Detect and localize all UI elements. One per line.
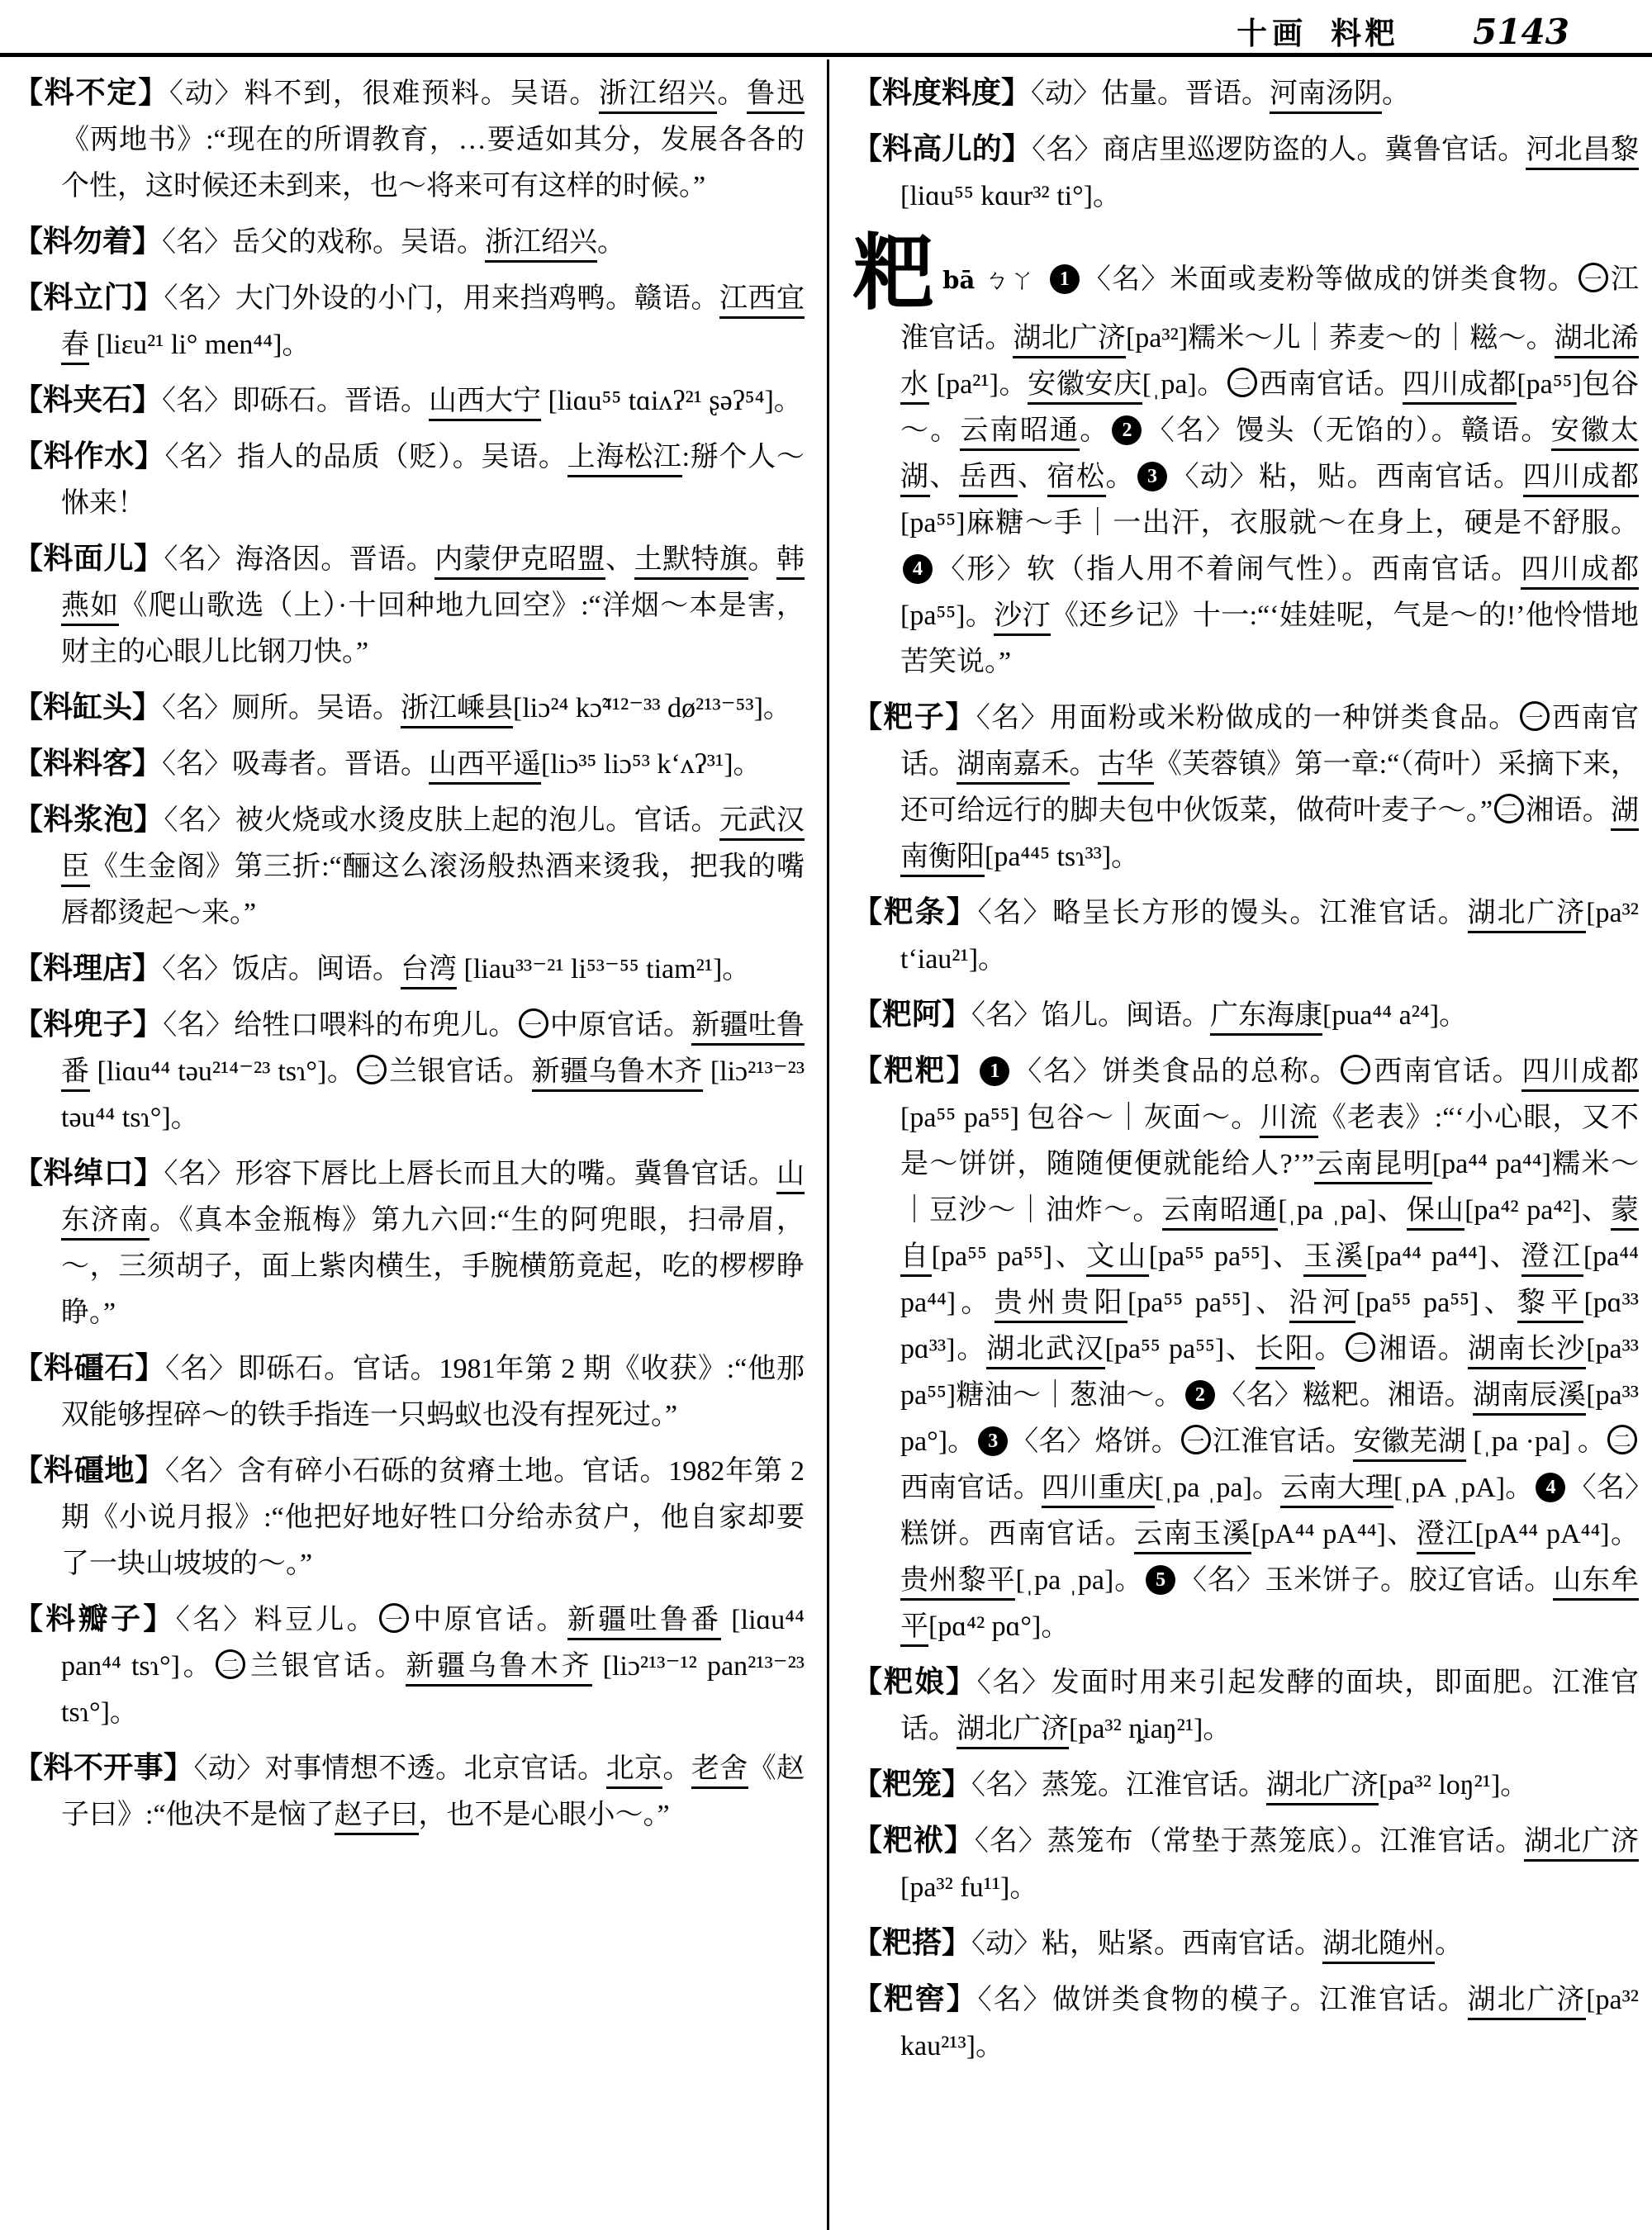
page-number: 5143	[1473, 12, 1569, 52]
entry-text-segment: 广东海康	[1210, 1000, 1322, 1036]
sense-number-marker: 2	[1185, 1380, 1215, 1410]
entry-text-segment: 四川成都	[1521, 1056, 1639, 1092]
entry-text-segment: 《芙蓉镇》第一章:“（荷叶）采摘下来，还可给远行的脚夫包中伙饭菜，做荷叶麦子～。”	[900, 749, 1640, 826]
entry-text-segment: [ˌpa]。	[1142, 369, 1227, 400]
sense-number-marker: 4	[903, 554, 933, 584]
entry-text-segment: 《赵子曰》:“他决不是恼了	[61, 1753, 805, 1830]
entry-text-segment: 长阳	[1256, 1334, 1315, 1369]
entry-text-segment: 〈名〉米面或麦粉等做成的饼类食物。	[1081, 264, 1577, 295]
entry-text-segment: [liɛu²¹ li° men⁴⁴]。	[89, 330, 311, 360]
dictionary-entry	[13, 433, 805, 527]
dictionary-entry	[13, 218, 805, 266]
entry-text-segment: 澄江	[1417, 1519, 1475, 1554]
entry-text-segment: [pa⁵⁵ pa⁵⁵] 包谷～｜灰面～。	[900, 1103, 1260, 1133]
entry-text-segment: [pa⁵⁵]包谷～。	[900, 369, 1640, 446]
entry-text-segment: 蒙自	[900, 1195, 1639, 1277]
entry-text-segment: 湖北广济	[1468, 898, 1587, 933]
entry-text-segment: 西南官话。	[1372, 1056, 1522, 1087]
entry-text-segment: 。	[1382, 78, 1411, 109]
dictionary-entry	[13, 684, 805, 732]
entry-text-segment: 〈名〉糍粑。湘语。	[1217, 1380, 1473, 1411]
dictionary-entry	[13, 274, 805, 368]
entry-text-segment: [pa⁵⁵]。	[900, 600, 995, 631]
entry-text-segment: [liɑu⁵⁵ tɑiʌʔ²¹ ʂəʔ⁵⁴]。	[541, 386, 802, 416]
entry-headword: 【料兜子】	[13, 1008, 164, 1041]
entry-text-segment: [pa⁴⁴ pa⁴⁴]。	[900, 1241, 1639, 1318]
entry-text-segment: 古华	[1098, 749, 1154, 785]
entry-text-segment: 中原官话。	[410, 1605, 567, 1635]
entry-text-segment: [ˌpa ·pa] 。	[1465, 1426, 1607, 1457]
entry-text-segment: 湖北广济	[1468, 1985, 1587, 2020]
entry-text-segment: 沙汀	[994, 600, 1051, 636]
entry-text-segment: 西南官话。	[1259, 369, 1403, 400]
column-divider	[827, 59, 829, 2230]
entry-text-segment: 新疆吐鲁番	[567, 1605, 722, 1640]
entry-text-segment: 湖北广济	[1013, 323, 1125, 358]
entry-headword: 【料勿着】	[13, 225, 163, 258]
entry-text-segment: [pa⁵⁵]麻糖～手｜一出汗，衣服就～在身上，硬是不舒服。	[900, 508, 1639, 539]
entry-text-segment: 新疆乌鲁木齐	[532, 1056, 703, 1092]
subsense-circle-marker: 二	[357, 1055, 387, 1084]
entry-text-segment: 《两地书》:“现在的所谓教育，…要适如其分，发展各各的个性，这时候还未到来，也～将来可有这样的时候。”	[61, 125, 805, 202]
entry-headword: 【粑条】	[852, 895, 978, 928]
entry-text-segment: 〈名〉商店里巡逻防盗的人。冀鲁官话。	[1032, 135, 1526, 165]
entry-text-segment: 安徽太湖	[900, 415, 1639, 497]
entry-text-segment: 《老表》:“‘小心眼，又不是～饼饼，随随便便就能给人?’”	[900, 1103, 1640, 1179]
headword-pinyin: bā	[942, 266, 976, 294]
entry-text-segment: [pa³³ pa°]。	[900, 1380, 1640, 1457]
dictionary-entry	[13, 1596, 805, 1736]
entry-text-segment: 澄江	[1521, 1241, 1583, 1277]
entry-text-segment: [pa³²]糯米～儿｜荞麦～的｜糍～。	[1125, 323, 1555, 353]
entry-text-segment: 。	[1105, 462, 1135, 492]
entry-text-segment: [pa⁵⁵ pa⁵⁵]、	[931, 1241, 1087, 1272]
entry-text-segment: 兰银官话。	[247, 1651, 406, 1682]
entry-text-segment: [ˌpa ˌpa]、	[1278, 1195, 1407, 1226]
entry-text-segment: 浙江嵊县	[401, 693, 513, 728]
entry-text-segment: 玉溪	[1303, 1241, 1365, 1277]
entry-text-segment: 四川成都	[1521, 554, 1639, 590]
dictionary-entry	[852, 889, 1639, 983]
dictionary-entry	[852, 1976, 1639, 2070]
dictionary-entry	[13, 1345, 805, 1439]
dictionary-entry	[852, 1658, 1639, 1753]
entry-text-segment: 赵子曰	[335, 1800, 419, 1835]
entry-text-segment: 鲁迅	[747, 78, 805, 114]
entry-text-segment: 山东牟平	[900, 1565, 1639, 1647]
subsense-circle-marker: 二	[1346, 1332, 1375, 1362]
entry-text-segment: [ˌpA ˌpA]。	[1393, 1473, 1534, 1503]
subsense-circle-marker: 二	[216, 1649, 245, 1679]
entry-text-segment: 湘语。	[1526, 795, 1612, 826]
entry-text-segment: 湖南辰溪	[1473, 1380, 1586, 1416]
entry-text-segment: [liɑu⁴⁴ pan⁴⁴ tsɿ°]。	[61, 1605, 805, 1682]
entry-text-segment: 江淮官话。	[900, 264, 1640, 353]
entry-text-segment: 〈名〉用面粉或米粉做成的一种饼类食品。	[976, 703, 1518, 733]
entry-text-segment: [pa⁵⁵ pa⁵⁵]、	[1104, 1334, 1256, 1364]
entry-text-segment: 《爬山歌选（上）·十回种地九回空》:“洋烟～本是害，财主的心眼儿比钢刀快。”	[61, 591, 805, 667]
dictionary-entry	[13, 535, 805, 676]
entry-text-segment: 老舍	[691, 1753, 748, 1789]
entry-text-segment: 。	[1069, 749, 1098, 780]
page-header	[0, 8, 1619, 53]
dictionary-entry	[13, 1001, 805, 1141]
entry-text-segment: [pa⁵⁵ pa⁵⁵]、	[1148, 1241, 1304, 1272]
entry-headword: 【料绰口】	[13, 1156, 164, 1189]
entry-text-segment: 江淮官话。	[1212, 1426, 1354, 1457]
entry-text-segment: 四川成都	[1523, 462, 1640, 497]
entry-headword: 【粑搭】	[852, 1926, 972, 1959]
entry-headword: 【料礓地】	[13, 1454, 165, 1487]
left-column	[13, 69, 805, 1847]
entry-text-segment: [pɑ³³ pɑ³³]。	[900, 1288, 1639, 1364]
entry-text-segment: 〈动〉估量。晋语。	[1031, 78, 1270, 109]
entry-text-segment: 江西宜春	[61, 283, 805, 365]
entry-text-segment: 。《真本金瓶梅》第九六回:“生的阿兜眼，扫帚眉，～，三须胡子，面上紫肉横生，手腕横筋竟起，吃的椤椤睁睁。”	[61, 1205, 805, 1328]
entry-text-segment: 河南汤阴	[1270, 78, 1382, 114]
entry-text-segment: 〈名〉岳父的戏称。吴语。	[162, 227, 486, 258]
dictionary-entry	[13, 1744, 805, 1839]
entry-headword: 【料不开事】	[13, 1751, 194, 1784]
entry-text-segment: [pa³² fu¹¹]。	[900, 1872, 1038, 1903]
entry-text-segment: 湖北广济	[957, 1714, 1069, 1749]
entry-headword: 【料高儿的】	[852, 132, 1032, 165]
dictionary-entry	[852, 69, 1639, 117]
entry-text-segment: 〈名〉大门外设的小门，用来挡鸡鸭。赣语。	[164, 283, 720, 314]
entry-headword: 【粑阿】	[852, 998, 972, 1031]
dictionary-entry	[13, 740, 805, 788]
entry-headword: 【料立门】	[13, 281, 164, 314]
entry-headword: 【料理店】	[13, 951, 163, 985]
entry-text-segment: 湖北随州	[1322, 1929, 1435, 1964]
entry-text-segment: 〈名〉玉米饼子。胶辽官话。	[1178, 1565, 1554, 1596]
entry-text-segment: 〈名〉烙饼。	[1010, 1426, 1180, 1457]
entry-text-segment: 。	[1080, 415, 1110, 446]
entry-text-segment: 湖北广济	[1266, 1770, 1379, 1805]
entry-headword: 【粑娘】	[852, 1665, 977, 1698]
sense-number-marker: 1	[1050, 264, 1080, 294]
subsense-circle-marker: 一	[519, 1008, 548, 1038]
entry-headword: 【料面儿】	[13, 542, 164, 575]
subsense-circle-marker: 一	[1181, 1425, 1211, 1454]
dictionary-entry	[13, 796, 805, 937]
entry-text-segment: [pɑ⁴² pɑ°]。	[928, 1611, 1070, 1642]
entry-text-segment: [pA⁴⁴ pA⁴⁴]、	[1251, 1519, 1417, 1549]
entry-headword: 【粑子】	[852, 700, 976, 733]
entry-headword: 【料夹石】	[13, 383, 163, 416]
entry-text-segment: 河北昌黎	[1526, 135, 1639, 170]
entry-text-segment: 四川重庆	[1042, 1473, 1155, 1508]
sense-number-marker: 3	[978, 1426, 1008, 1456]
entry-text-segment: [liɔ²¹³⁻¹² pan²¹³⁻²³ tsɿ°]。	[61, 1651, 805, 1728]
entry-text-segment: [pA⁴⁴ pA⁴⁴]。	[1474, 1519, 1640, 1549]
dictionary-entry	[852, 1761, 1639, 1809]
entry-text-segment: 〈名〉厕所。吴语。	[162, 693, 401, 724]
dictionary-entry	[852, 694, 1639, 880]
entry-text-segment: 〈名〉被火烧或水烫皮肤上起的泡儿。官话。	[164, 805, 720, 836]
entry-text-segment: 岳西	[959, 462, 1018, 497]
entry-text-segment: [pa⁴² pa⁴²]、	[1464, 1195, 1611, 1226]
entry-text-segment: 。	[597, 227, 626, 258]
entry-text-segment: 〈名〉海洛因。晋语。	[164, 544, 435, 575]
subsense-circle-marker: 一	[1520, 701, 1550, 731]
entry-text-segment: 〈名〉做饼类食物的模子。江淮官话。	[977, 1985, 1468, 2015]
entry-text-segment: 云南大理	[1280, 1473, 1393, 1508]
entry-text-segment: 上海松江	[567, 442, 682, 477]
entry-text-segment: 〈名〉吸毒者。晋语。	[162, 749, 430, 780]
entry-headword: 【料料客】	[13, 747, 163, 780]
entry-text-segment: 黎平	[1517, 1288, 1584, 1323]
entry-text-segment: 内蒙伊克昭盟	[434, 544, 605, 580]
entry-text-segment: 《还乡记》十一:“‘娃娃呢，气是～的!’他怜惜地苦笑说。”	[900, 600, 1639, 677]
dictionary-entry	[852, 1919, 1639, 1967]
entry-text-segment: 〈动〉料不到，很难预料。吴语。	[169, 78, 600, 109]
entry-text-segment: 〈名〉糕饼。西南官话。	[900, 1473, 1640, 1549]
dictionary-entry	[13, 1447, 805, 1587]
entry-text-segment: [pa³² ȵiaŋ²¹]。	[1069, 1714, 1232, 1744]
subsense-circle-marker: 二	[1227, 368, 1257, 397]
entry-text-segment: 四川成都	[1403, 369, 1517, 405]
entry-text-segment: 云南昭通	[960, 415, 1080, 451]
entry-text-segment: 贵州贵阳	[995, 1288, 1127, 1323]
entry-text-segment: 西南官话。	[900, 703, 1640, 780]
entry-text-segment: 〈名〉给牲口喂料的布兜儿。	[163, 1010, 517, 1041]
entry-text-segment: 贵州黎平	[900, 1565, 1015, 1601]
entry-text-segment: [ˌpa ˌpa]。	[1154, 1473, 1281, 1503]
entry-text-segment: 〈动〉粘，贴紧。西南官话。	[971, 1929, 1323, 1959]
entry-text-segment: 。	[748, 544, 777, 575]
entry-text-segment: 新疆吐鲁番	[61, 1010, 805, 1092]
dictionary-entry	[852, 1817, 1639, 1911]
sense-number-marker: 1	[980, 1056, 1009, 1086]
entry-text-segment: 、	[929, 462, 959, 492]
entry-text-segment: 韩燕如	[61, 544, 805, 626]
entry-text-segment: [pa⁵⁵ pa⁵⁵]、	[1355, 1288, 1517, 1318]
entry-headword: 【料缸头】	[13, 690, 163, 724]
entry-text-segment: 湘语。	[1377, 1334, 1468, 1364]
entry-text-segment: 〈名〉饼类食品的总称。	[1012, 1056, 1340, 1087]
entry-text-segment: [pa³² t‘iau²¹]。	[900, 898, 1640, 975]
entry-headword: 【粑笼】	[852, 1767, 972, 1801]
entry-text-segment: 〈名〉略呈长方形的馒头。江淮官话。	[977, 898, 1468, 928]
sense-number-marker: 3	[1137, 462, 1167, 491]
entry-text-segment: 〈名〉馅儿。闽语。	[971, 1000, 1211, 1031]
entry-text-segment: 、	[605, 544, 634, 575]
entry-text-segment: 〈名〉发面时用来引起发酵的面块，即面肥。江淮官话。	[900, 1668, 1639, 1744]
entry-text-segment: 。	[1435, 1929, 1464, 1959]
entry-text-segment: 。	[662, 1753, 691, 1784]
stroke-section-label: 十画	[1237, 17, 1308, 51]
entry-text-segment: [ˌpa ˌpa]。	[1015, 1565, 1144, 1596]
entry-text-segment: [pa³² kau²¹³]。	[900, 1985, 1640, 2062]
entry-text-segment: 台湾	[401, 954, 457, 989]
entry-headword: 【粑粑】	[852, 1054, 978, 1087]
right-column	[852, 69, 1639, 2078]
entry-text-segment: 〈名〉馒头（无馅的）。赣语。	[1144, 415, 1551, 446]
dictionary-entry	[13, 945, 805, 993]
entry-text-segment: 云南昆明	[1314, 1149, 1432, 1184]
entry-text-segment: 《生金阁》第三折:“酾这么滚汤般热酒来烫我，把我的嘴唇都烫起～来。”	[61, 852, 805, 928]
subsense-circle-marker: 一	[1341, 1055, 1370, 1084]
entry-text-segment: :掰个人～恘来！	[61, 442, 805, 519]
entry-headword: 【料礓石】	[13, 1351, 166, 1384]
sense-number-marker: 2	[1112, 415, 1142, 445]
entry-text-segment: 安徽芜湖	[1353, 1426, 1465, 1462]
entry-text-segment: ，也不是心眼小～。”	[418, 1800, 670, 1830]
entry-text-segment: 湖北浠水	[900, 323, 1639, 405]
headword-character: 粑	[852, 228, 937, 320]
headword-zhuyin: ㄅㄚ	[983, 267, 1036, 294]
dictionary-entry	[13, 69, 805, 210]
entry-text-segment: 〈名〉料豆儿。	[175, 1605, 377, 1635]
header-rule	[0, 53, 1652, 57]
entry-text-segment: 云南玉溪	[1134, 1519, 1251, 1554]
entry-text-segment: 〈动〉对事情想不透。北京官话。	[193, 1753, 606, 1784]
entry-text-segment: 。	[717, 78, 748, 109]
dictionary-entry	[852, 1047, 1639, 1650]
entry-text-segment: [liɔ²¹³⁻²³ təu⁴⁴ tsɿ°]。	[61, 1056, 805, 1133]
entry-headword: 【粑袱】	[852, 1824, 975, 1857]
entry-text-segment: 山西大宁	[429, 386, 541, 421]
subsense-circle-marker: 二	[1494, 794, 1524, 823]
sense-number-marker: 5	[1146, 1565, 1175, 1595]
entry-text-segment: 湖南衡阳	[900, 795, 1639, 877]
entry-text-segment: 、	[1018, 462, 1047, 492]
entry-text-segment: 安徽安庆	[1028, 369, 1142, 405]
entry-text-segment: 〈名〉即砾石。晋语。	[162, 386, 430, 416]
entry-text-segment: [liɑu⁵⁵ kɑur³² ti°]。	[900, 181, 1122, 211]
guide-headwords: 料粑	[1331, 17, 1399, 51]
entry-text-segment: 〈名〉指人的品质（贬）。吴语。	[164, 442, 567, 472]
entry-text-segment: 湖南长沙	[1468, 1334, 1586, 1369]
entry-text-segment: [liau³³⁻²¹ li⁵³⁻⁵⁵ tiam²¹]。	[457, 954, 751, 985]
entry-text-segment: 湖南嘉禾	[957, 749, 1069, 785]
entry-text-segment: 中原官话。	[549, 1010, 692, 1041]
entry-headword: 【粑窖】	[852, 1982, 978, 2015]
entry-text-segment: [pa⁴⁴ pa⁴⁴]糯米～｜豆沙～｜油炸～。	[900, 1149, 1639, 1226]
entry-text-segment: [pa³³ pa⁵⁵]糖油～｜葱油～。	[900, 1334, 1640, 1411]
entry-text-segment: 宿松	[1047, 462, 1106, 497]
entry-text-segment: 〈名〉蒸笼。江淮官话。	[971, 1770, 1267, 1801]
entry-text-segment: 兰银官话。	[388, 1056, 532, 1087]
entry-text-segment: 浙江绍兴	[599, 78, 717, 114]
entry-text-segment: [liɔ³⁵ liɔ⁵³ k‘ʌʔ³¹]。	[541, 749, 762, 780]
sense-number-marker: 4	[1536, 1473, 1565, 1502]
entry-text-segment: [pa³² loŋ²¹]。	[1379, 1770, 1529, 1801]
entry-text-segment: [pa²¹]。	[928, 369, 1028, 400]
entry-text-segment: 湖北广济	[1524, 1826, 1639, 1862]
entry-text-segment: 保山	[1407, 1195, 1464, 1231]
entry-text-segment: 元武汉臣	[61, 805, 805, 887]
char-headword-entry	[852, 228, 1640, 686]
entry-text-segment: 云南昭通	[1162, 1195, 1279, 1231]
entry-headword: 【料浆泡】	[13, 803, 164, 836]
entry-text-segment: [pa⁵⁵ pa⁵⁵]、	[1127, 1288, 1289, 1318]
entry-text-segment: 〈名〉饭店。闽语。	[162, 954, 401, 985]
entry-text-segment: 山东济南	[61, 1159, 805, 1241]
entry-text-segment: 浙江绍兴	[485, 227, 597, 263]
entry-text-segment: 〈名〉蒸笼布（常垫于蒸笼底）。江淮官话。	[974, 1826, 1525, 1857]
dictionary-entry	[852, 126, 1639, 220]
entry-text-segment: 〈名〉含有碎小石砾的贫瘠土地。官话。1982年第 2 期《小说月报》:“他把好地好牲口分给赤贫户，他自家却要了一块山坡坡的～。”	[61, 1456, 805, 1579]
entry-headword: 【料瓣子】	[13, 1602, 176, 1635]
entry-text-segment: 山西平遥	[429, 749, 541, 785]
entry-text-segment: [pa⁴⁴⁵ tsɿ³³]。	[985, 842, 1140, 872]
entry-text-segment: [pua⁴⁴ a²⁴]。	[1322, 1000, 1468, 1031]
entry-text-segment: 沿河	[1289, 1288, 1356, 1323]
entry-headword: 【料作水】	[13, 439, 165, 472]
subsense-circle-marker: 二	[1607, 1425, 1637, 1454]
entry-text-segment: 文山	[1086, 1241, 1148, 1277]
subsense-circle-marker: 一	[1578, 263, 1608, 292]
entry-headword: 【料度料度】	[852, 76, 1032, 109]
entry-text-segment: [liɑu⁴⁴ təu²¹⁴⁻²³ tsɿ°]。	[89, 1056, 356, 1087]
entry-text-segment: 新疆乌鲁木齐	[406, 1651, 592, 1687]
subsense-circle-marker: 一	[379, 1603, 409, 1633]
entry-text-segment: 〈名〉形容下唇比上唇长而且大的嘴。冀鲁官话。	[164, 1159, 776, 1189]
dictionary-entry	[13, 1150, 805, 1336]
entry-text-segment: 土默特旗	[634, 544, 748, 580]
entry-text-segment: 。	[1314, 1334, 1345, 1364]
entry-text-segment: [liɔ²⁴ kɔ̃⁴¹²⁻³³ dø²¹³⁻⁵³]。	[513, 693, 791, 724]
entry-text-segment: 川流	[1260, 1103, 1317, 1138]
entry-text-segment: 湖北武汉	[986, 1334, 1104, 1369]
entry-text-segment: [pa⁴⁴ pa⁴⁴]、	[1365, 1241, 1521, 1272]
dictionary-entry	[852, 991, 1639, 1039]
entry-text-segment: 〈名〉即砾石。官话。1981年第 2 期《收获》:“他那双能够捏碎～的铁手指连一只蚂蚁也没有捏死过。”	[61, 1354, 805, 1431]
entry-text-segment: 〈动〉粘，贴。西南官话。	[1170, 462, 1523, 492]
entry-text-segment: 北京	[606, 1753, 663, 1789]
dictionary-entry	[13, 377, 805, 425]
entry-text-segment: 西南官话。	[900, 1473, 1042, 1503]
entry-text-segment: 〈形〉软（指人用不着闹气性）。西南官话。	[935, 554, 1521, 585]
entry-headword: 【料不定】	[13, 76, 170, 109]
